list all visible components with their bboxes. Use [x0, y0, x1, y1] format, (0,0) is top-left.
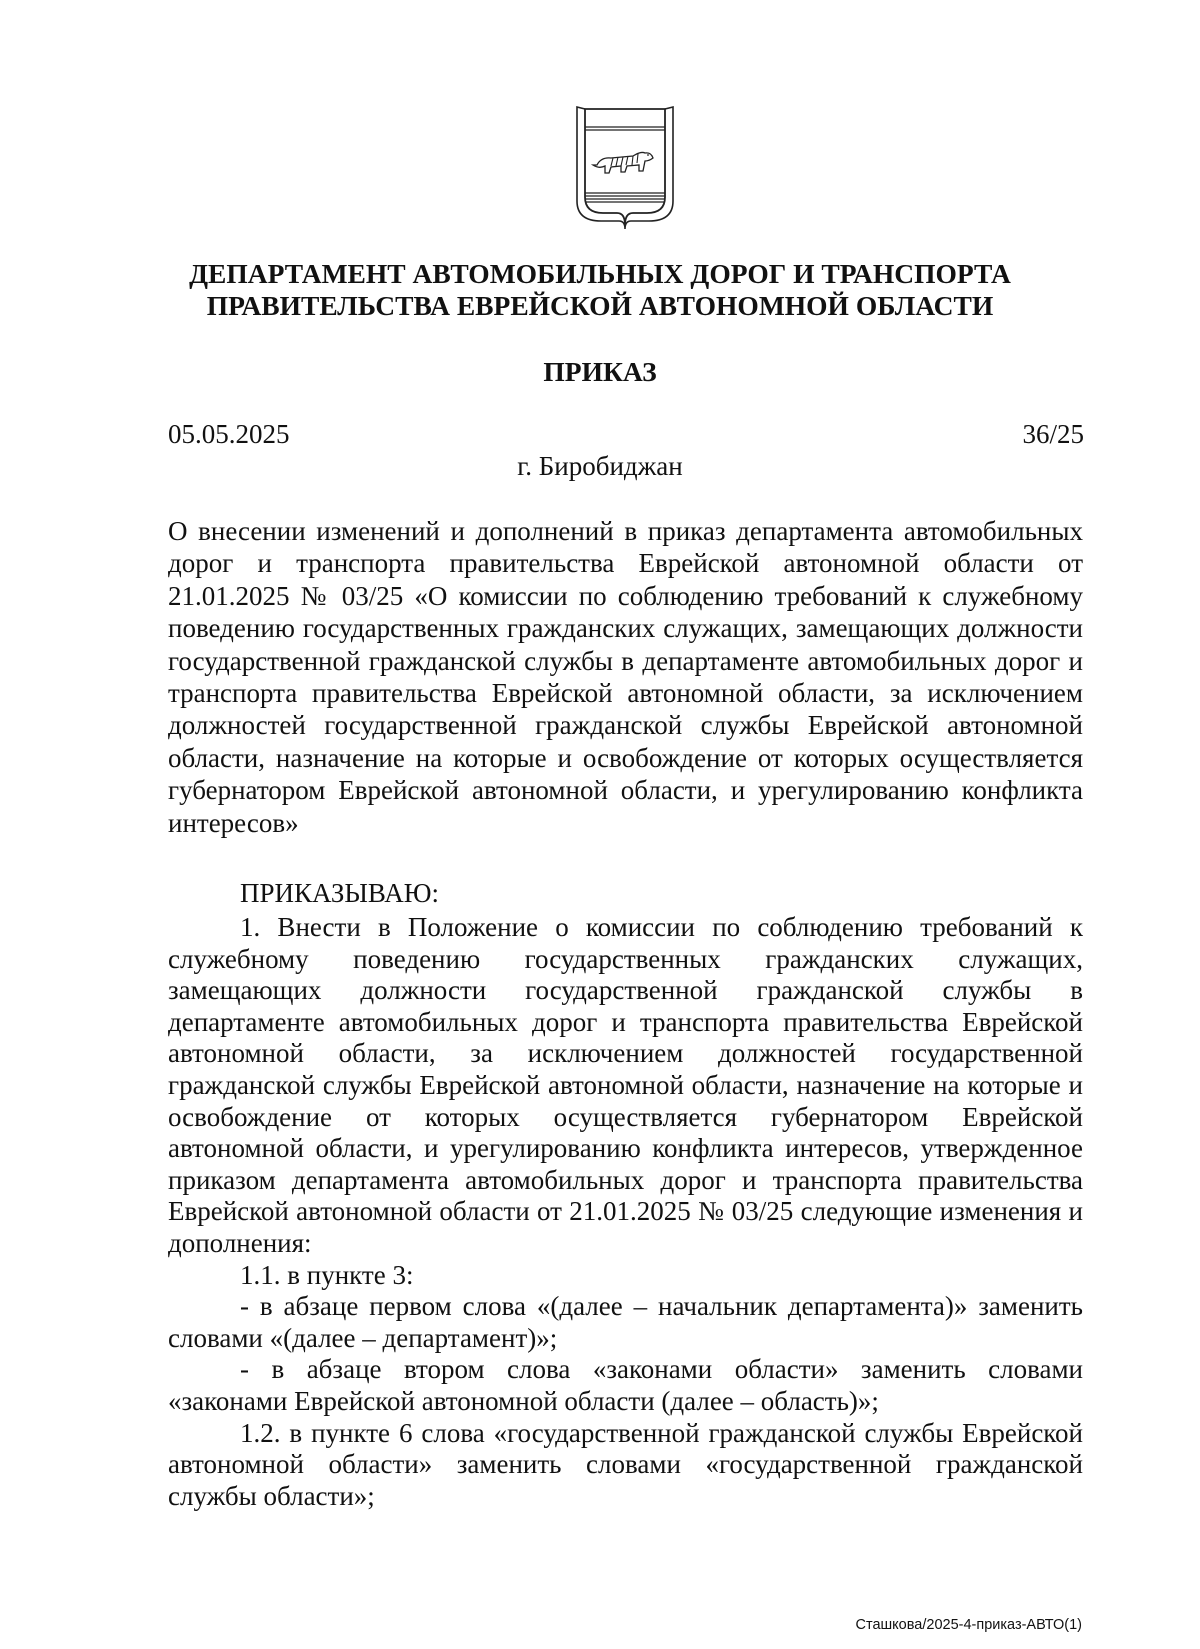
- document-body: [168, 912, 1083, 1512]
- document-date: 05.05.2025: [168, 419, 290, 449]
- department-header: [160, 258, 1040, 322]
- footer-file-reference: Сташкова/2025-4-приказ-АВТО(1): [855, 1617, 1082, 1633]
- body-paragraph: 1.2. в пункте 6 слова «государственной гражданской службы Еврейской автономной области» заменить словами «государственной гражданской службы области»;: [168, 1417, 1083, 1511]
- coat-of-arms-icon: [575, 105, 675, 230]
- document-city: г. Биробиджан: [517, 451, 683, 481]
- body-paragraph: - в абзаце первом слова «(далее – начальник департамента)» заменить словами «(далее – департамент)»;: [168, 1291, 1083, 1353]
- department-header-line-2: ПРАВИТЕЛЬСТВА ЕВРЕЙСКОЙ АВТОНОМНОЙ ОБЛАСТИ: [206, 290, 994, 321]
- body-paragraph: - в абзаце втором слова «законами области» заменить словами «законами Еврейской автономной области (далее – область)»;: [168, 1354, 1083, 1416]
- department-header-line-1: ДЕПАРТАМЕНТ АВТОМОБИЛЬНЫХ ДОРОГ И ТРАНСПОРТА: [189, 258, 1011, 289]
- body-paragraph: 1.1. в пункте 3:: [240, 1259, 414, 1290]
- document-type-title: ПРИКАЗ: [543, 356, 657, 387]
- body-paragraph: 1. Внести в Положение о комиссии по соблюдению требований к служебному поведению государственных гражданских служащих, замещающих должности государственной гражданской службы в департаменте автомобильных дорог и транспорта правительства Еврейской автономной области, за исключением должностей государственной гражданской службы Еврейской автономной области, назначение на которые и освобождение от которых осуществляется губернатором Еврейской автономной области, и урегулированию конфликта интересов, утвержденное приказом департамента автомобильных дорог и транспорта правительства Еврейской автономной области от 21.01.2025 № 03/25 следующие изменения и дополнения:: [168, 912, 1083, 1258]
- coat-of-arms-emblem: [575, 105, 675, 230]
- order-word: ПРИКАЗЫВАЮ:: [240, 878, 439, 908]
- document-number: 36/25: [1022, 419, 1084, 449]
- document-subject: О внесении изменений и дополнений в приказ департамента автомобильных дорог и транспорта правительства Еврейской автономной области от 21.01.2025 № 03/25 «О комиссии по соблюдению требований к служебному поведению государственных гражданских служащих, замещающих должности государственной гражданской службы в департаменте автомобильных дорог и транспорта правительства Еврейской автономной области, за исключением должностей государственной гражданской службы Еврейской автономной области, назначение на которые и освобождение от которых осуществляется губернатором Еврейской автономной области, и урегулированию конфликта интересов»: [168, 516, 1083, 838]
